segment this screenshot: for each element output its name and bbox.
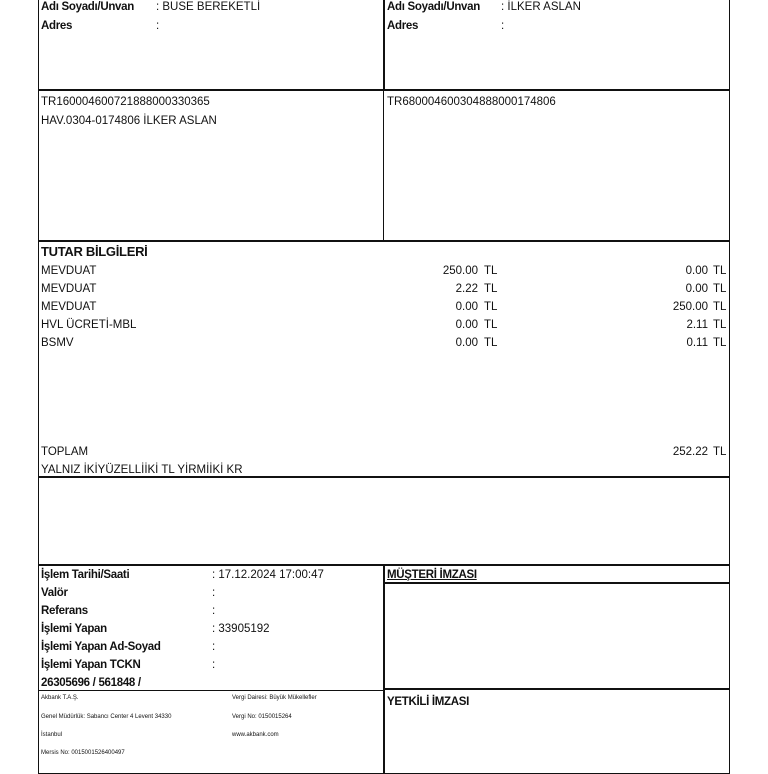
authorized-signature-label: YETKİLİ İMZASI (387, 696, 470, 708)
amount-row-debit: 2.22 (455, 283, 478, 295)
operator-label: İşlemi Yapan (41, 623, 107, 635)
receiver-iban: TR680004600304888000174806 (387, 96, 556, 108)
amount-row-debit-currency: TL (484, 301, 498, 313)
amount-row-credit: 0.00 (685, 265, 708, 277)
transaction-date-value: : 17.12.2024 17:00:47 (212, 569, 324, 581)
amount-row-credit-currency: TL (713, 265, 727, 277)
reference-value: : (212, 605, 216, 617)
transaction-extra: 26305696 / 561848 / (41, 677, 141, 689)
sender-name-label: Adı Soyadı/Unvan (41, 1, 134, 13)
amount-row-label: MEVDUAT (41, 265, 97, 277)
footer-divider (38, 690, 385, 691)
receiver-address-value: : (501, 20, 505, 32)
accounts-box (38, 89, 730, 242)
amount-row-credit-currency: TL (713, 283, 727, 295)
amount-in-words: YALNIZ İKİYÜZELLİİKİ TL YİRMİİKİ KR (41, 464, 243, 476)
total-value: 252.22 (672, 446, 708, 458)
value-date-label: Valör (41, 587, 68, 599)
amount-row-debit: 0.00 (455, 337, 478, 349)
receiver-name-label: Adı Soyadı/Unvan (387, 1, 480, 13)
amount-row-debit-currency: TL (484, 319, 498, 331)
amount-row-debit: 0.00 (455, 301, 478, 313)
notes-box (38, 476, 730, 566)
operator-tckn-label: İşlemi Yapan TCKN (41, 659, 141, 671)
amount-row-credit: 0.00 (685, 283, 708, 295)
amount-row-label: HVL ÜCRETİ-MBL (41, 319, 137, 331)
amount-row-debit: 0.00 (455, 319, 478, 331)
accounts-divider (383, 89, 384, 242)
operator-value: : 33905192 (212, 623, 270, 635)
total-currency: TL (713, 446, 727, 458)
amount-row-label: BSMV (41, 337, 74, 349)
amount-row-credit-currency: TL (713, 337, 727, 349)
operator-name-value: : (212, 641, 216, 653)
transaction-date-label: İşlem Tarihi/Saati (41, 569, 130, 581)
sender-name-value: : BUSE BEREKETLİ (156, 1, 261, 13)
footer-city: İstanbul (41, 732, 63, 738)
customer-signature-label: MÜŞTERİ İMZASI (387, 569, 477, 581)
amount-row-debit-currency: TL (484, 337, 498, 349)
transfer-description: HAV.0304-0174806 İLKER ASLAN (41, 115, 217, 127)
footer-company: Akbank T.A.Ş. (41, 695, 79, 701)
amount-row-label: MEVDUAT (41, 283, 97, 295)
footer-hq: Genel Müdürlük: Sabancı Center 4 Levent 34330 (41, 714, 172, 720)
sender-address-value: : (156, 20, 160, 32)
receiver-name-value: : İLKER ASLAN (501, 1, 581, 13)
footer-website: www.akbank.com (232, 732, 279, 738)
amount-row-credit-currency: TL (713, 301, 727, 313)
sender-iban: TR160004600721888000330365 (41, 96, 210, 108)
footer-tax-office: Vergi Dairesi: Büyük Mükellefler (232, 695, 317, 701)
amounts-title: TUTAR BİLGİLERİ (41, 244, 148, 259)
amount-row-credit: 2.11 (686, 319, 708, 331)
amount-row-label: MEVDUAT (41, 301, 97, 313)
receiver-address-label: Adres (387, 20, 419, 32)
amount-row-credit-currency: TL (713, 319, 727, 331)
amount-row-debit: 250.00 (442, 265, 478, 277)
footer-mersis: Mersis No: 0015001526400497 (41, 750, 125, 756)
amount-row-debit-currency: TL (484, 283, 498, 295)
footer-tax-no: Vergi No: 0150015264 (232, 714, 292, 720)
operator-name-label: İşlemi Yapan Ad-Soyad (41, 641, 161, 653)
amount-row-credit: 250.00 (672, 301, 708, 313)
amount-row-debit-currency: TL (484, 265, 498, 277)
customer-signature-area (383, 582, 730, 690)
operator-tckn-value: : (212, 659, 216, 671)
value-date-value: : (212, 587, 216, 599)
total-label: TOPLAM (41, 446, 89, 458)
sender-address-label: Adres (41, 20, 73, 32)
reference-label: Referans (41, 605, 88, 617)
amounts-box (38, 240, 730, 478)
amount-row-credit: 0.11 (686, 337, 708, 349)
